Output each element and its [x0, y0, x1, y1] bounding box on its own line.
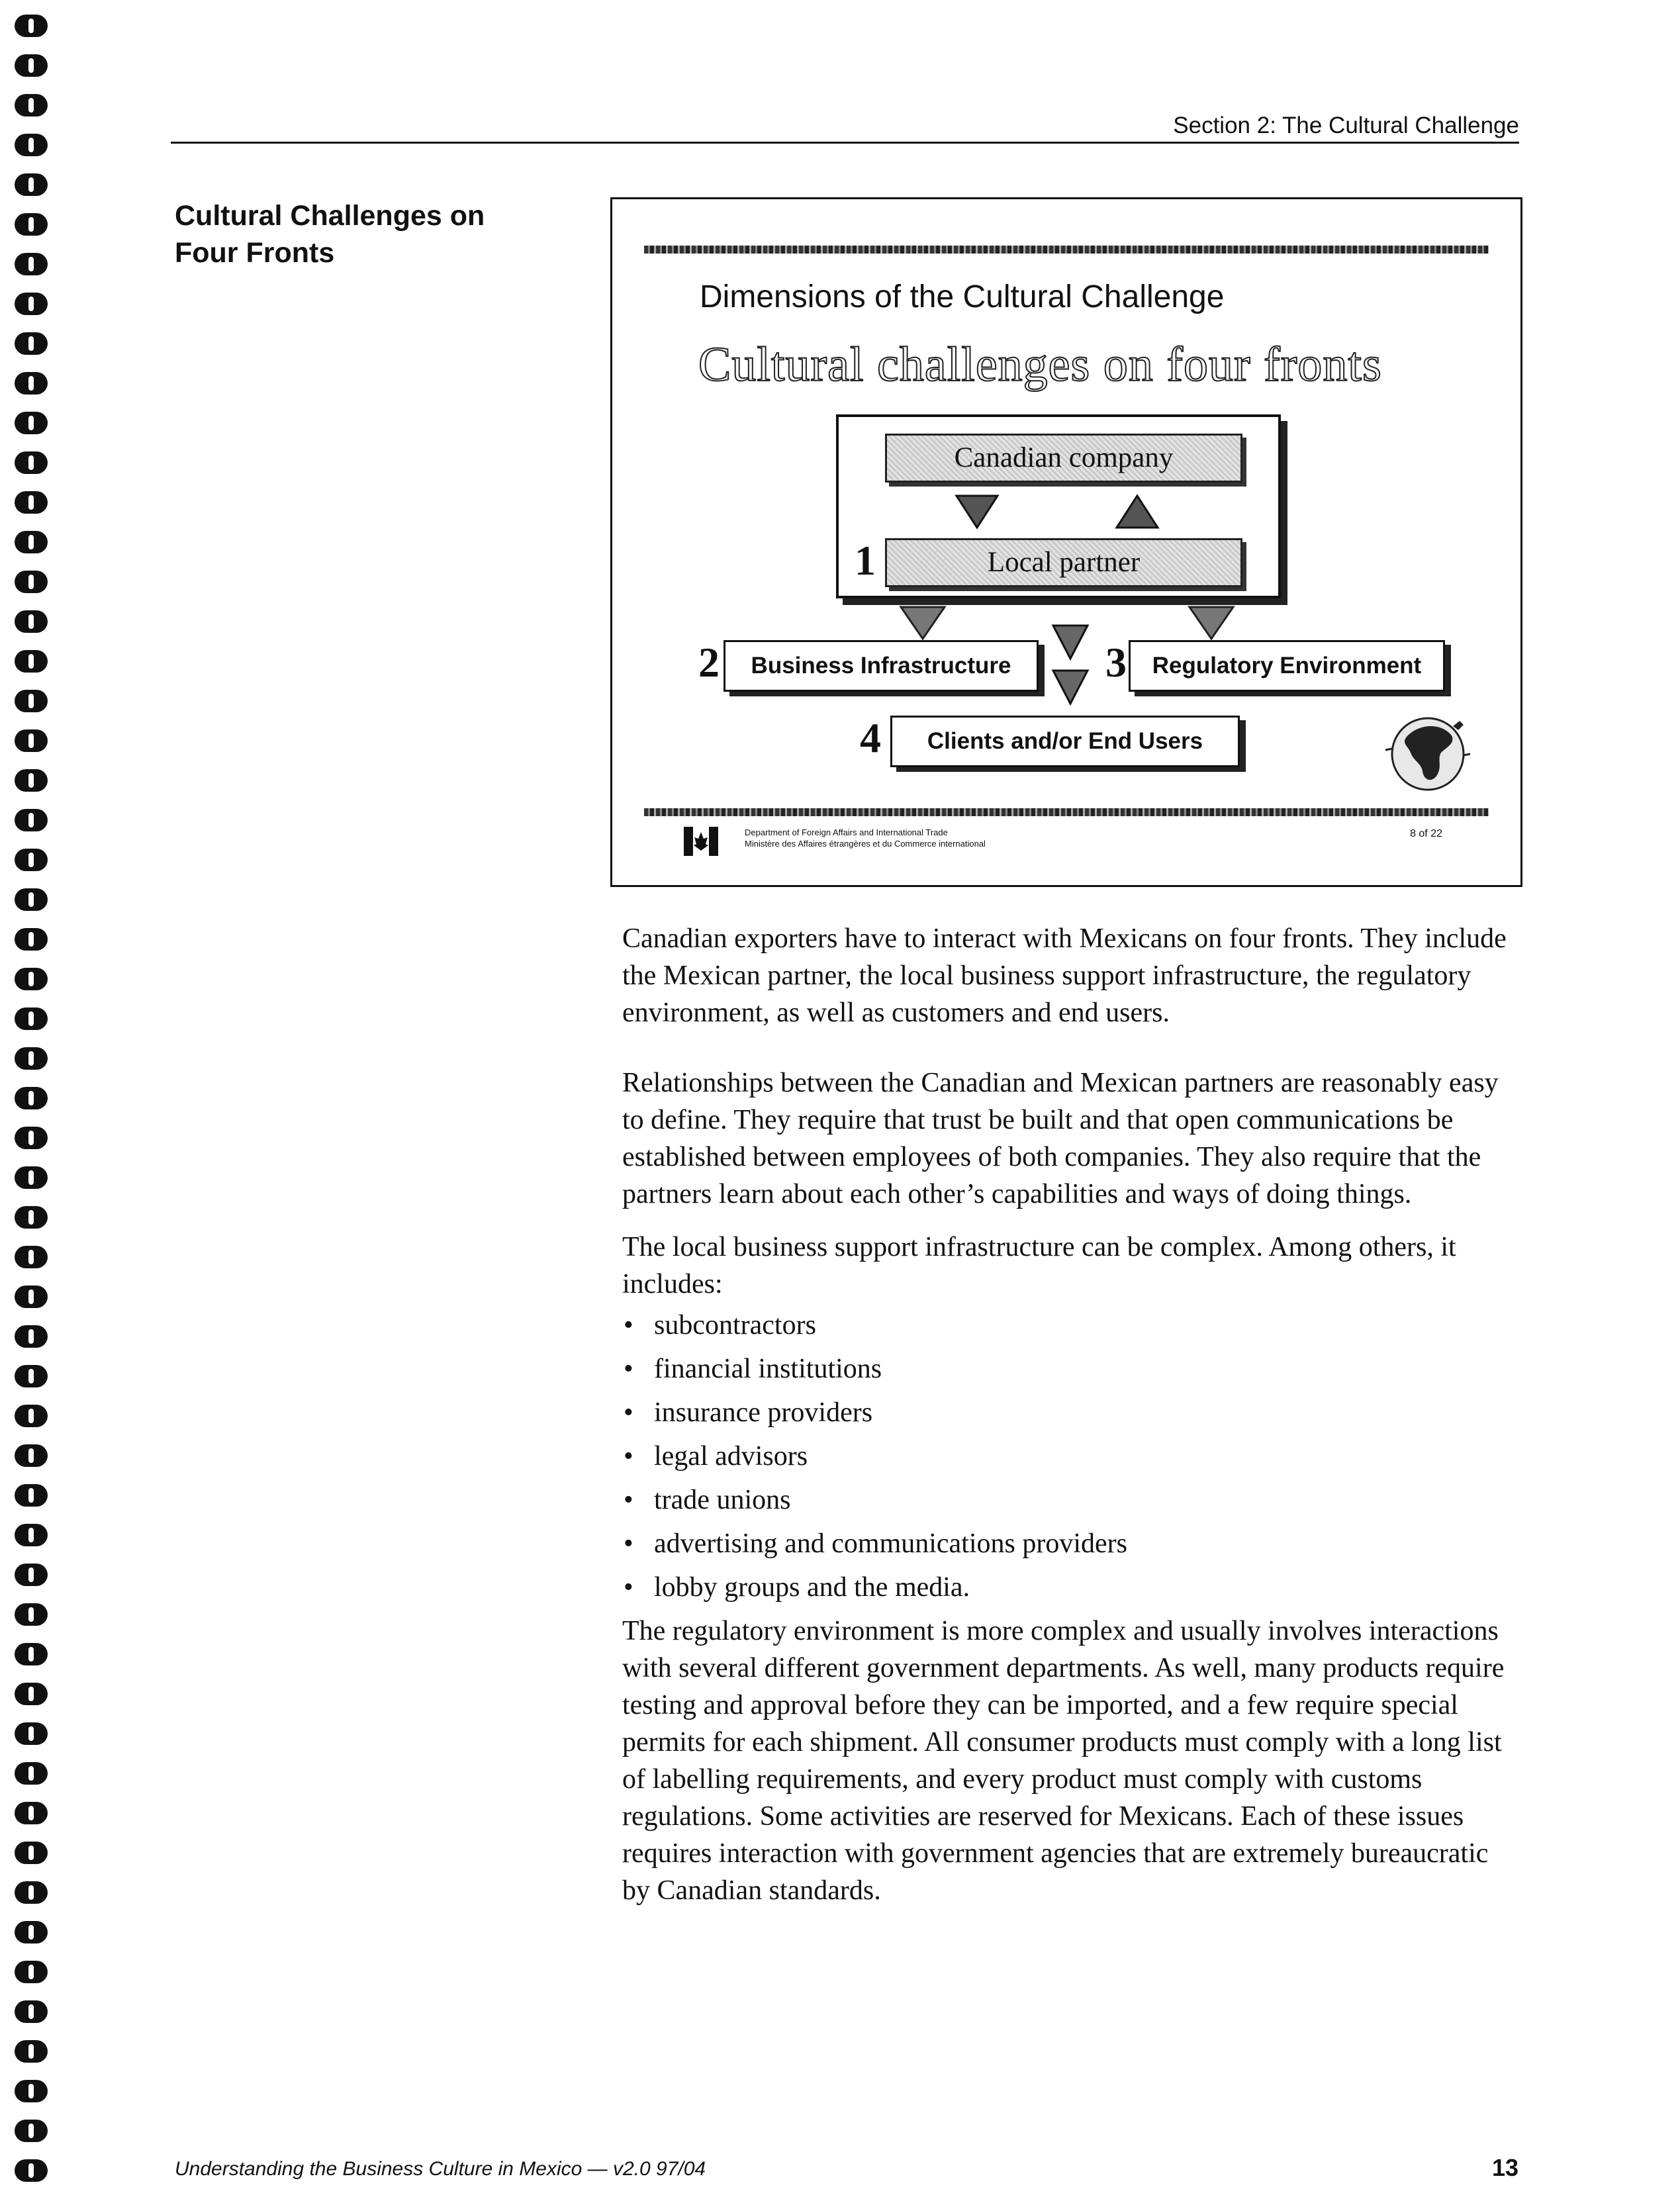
arrow-down-right-icon	[1187, 604, 1236, 641]
list-item: • trade unions	[622, 1481, 1522, 1519]
slide-title: Cultural challenges on four fronts	[698, 338, 1382, 392]
list-item: • subcontractors	[622, 1307, 1522, 1344]
binding-ring	[15, 1246, 48, 1268]
number-1: 1	[855, 537, 876, 584]
business-infrastructure-box: Business Infrastructure	[723, 640, 1039, 692]
binding-ring	[15, 1683, 48, 1705]
binding-ring	[15, 1405, 48, 1427]
binding-ring	[15, 412, 48, 434]
number-2: 2	[698, 639, 720, 686]
slide-figure	[610, 197, 1522, 887]
binding-ring	[15, 2080, 48, 2102]
binding-ring	[15, 253, 48, 275]
paragraph-4: The regulatory environment is more complex and usually involves interactions with several different government departments. As well, many products require testing and approval before they can be imported, and a few require special permits for each shipment. All consumer products must comply with a long list of labelling requirements, and every product must comply with customs regulations. Some activities are reserved for Mexicans. Each of these issues requires interaction with government agencies that are extremely bureaucratic by Canadian standards.	[622, 1616, 1505, 1906]
canada-flag-logo	[684, 827, 718, 856]
binding-ring	[15, 1286, 48, 1308]
arrow-center-down-icon-2	[1050, 668, 1090, 706]
binding-ring	[15, 729, 48, 752]
binding-ring	[15, 1484, 48, 1507]
binding-ring	[15, 1325, 48, 1348]
binding-ring	[15, 372, 48, 395]
binding-ring	[15, 888, 48, 911]
binding-ring	[15, 1047, 48, 1070]
binding-ring	[15, 15, 48, 37]
binding-ring	[15, 571, 48, 593]
binding-ring	[15, 809, 48, 831]
binding-ring	[15, 1365, 48, 1387]
paragraph-1: Canadian exporters have to interact with Mexicans on four fronts. They include the Mexican partner, the local business support infrastructure, the regulatory environment, as well as customers and end users.	[622, 923, 1507, 1028]
binding-ring	[15, 1564, 48, 1586]
list-item: • advertising and communications providers	[622, 1525, 1522, 1562]
binding-ring	[15, 1603, 48, 1626]
list-item: • insurance providers	[622, 1394, 1522, 1431]
side-heading: Cultural Challenges on Four Fronts	[175, 200, 485, 269]
binding-ring	[15, 769, 48, 792]
binding-ring	[15, 1881, 48, 1904]
canadian-company-box: Canadian company	[885, 434, 1242, 483]
binding-ring	[15, 650, 48, 673]
binding-ring	[15, 928, 48, 951]
arrow-center-down-icon	[1050, 623, 1090, 661]
binding-ring	[15, 1762, 48, 1785]
binding-ring	[15, 1722, 48, 1745]
list-item: • legal advisors	[622, 1438, 1522, 1475]
arrow-down-left-icon	[898, 604, 947, 641]
binding-ring	[15, 968, 48, 990]
spiral-binding	[15, 0, 54, 2201]
binding-ring	[15, 491, 48, 514]
list-item: • financial institutions	[622, 1350, 1522, 1387]
body-text	[622, 920, 1522, 1909]
slide-top-band	[644, 246, 1489, 254]
binding-ring	[15, 173, 48, 196]
binding-ring	[15, 332, 48, 355]
binding-ring	[15, 94, 48, 117]
binding-ring	[15, 1444, 48, 1467]
binding-ring	[15, 54, 48, 77]
department-fr: Ministère des Affaires étrangères et du Commerce international	[745, 839, 986, 849]
clients-end-users-box: Clients and/or End Users	[890, 716, 1240, 767]
binding-ring	[15, 1087, 48, 1109]
binding-ring	[15, 610, 48, 633]
infrastructure-list	[622, 1307, 1522, 1606]
local-partner-box: Local partner	[885, 538, 1242, 587]
slide-kicker: Dimensions of the Cultural Challenge	[700, 279, 1225, 314]
regulatory-environment-box: Regulatory Environment	[1129, 640, 1445, 692]
binding-ring	[15, 1921, 48, 1943]
binding-ring	[15, 1961, 48, 1983]
globe-icon	[1380, 702, 1479, 802]
number-3: 3	[1105, 639, 1127, 686]
binding-ring	[15, 1127, 48, 1149]
binding-ring	[15, 1206, 48, 1229]
binding-ring	[15, 1007, 48, 1030]
slide-page-counter: 8 of 22	[1410, 828, 1442, 839]
paragraph-3: The local business support infrastructure can be complex. Among others, it includes:	[622, 1232, 1456, 1299]
binding-ring	[15, 213, 48, 236]
slide-bottom-band	[644, 808, 1489, 816]
binding-ring	[15, 1166, 48, 1189]
number-4: 4	[860, 714, 881, 761]
department-credit	[745, 827, 986, 849]
section-header: Section 2: The Cultural Challenge	[1173, 113, 1519, 138]
binding-ring	[15, 1643, 48, 1665]
list-item: • lobby groups and the media.	[622, 1569, 1522, 1606]
binding-ring	[15, 2040, 48, 2063]
binding-ring	[15, 531, 48, 553]
department-en: Department of Foreign Affairs and International Trade	[745, 827, 948, 837]
binding-ring	[15, 2120, 48, 2142]
binding-ring	[15, 1802, 48, 1824]
binding-ring	[15, 451, 48, 474]
header-rule	[171, 142, 1519, 144]
binding-ring	[15, 849, 48, 871]
binding-ring	[15, 134, 48, 156]
binding-ring	[15, 1842, 48, 1864]
page-number: 13	[1491, 2154, 1518, 2181]
document-footer: Understanding the Business Culture in Mexico — v2.0 97/04	[175, 2158, 706, 2180]
paragraph-2: Relationships between the Canadian and Mexican partners are reasonably easy to define. They require that trust be built and that open communications be established between employees of both companies. They also require that the partners learn about each other’s capabilities and ways of doing things.	[622, 1068, 1499, 1209]
binding-ring	[15, 2000, 48, 2023]
arrow-up-icon	[1114, 493, 1160, 530]
binding-ring	[15, 2159, 48, 2182]
binding-ring	[15, 1524, 48, 1546]
binding-ring	[15, 690, 48, 712]
arrow-down-icon	[954, 493, 1000, 530]
binding-ring	[15, 293, 48, 315]
